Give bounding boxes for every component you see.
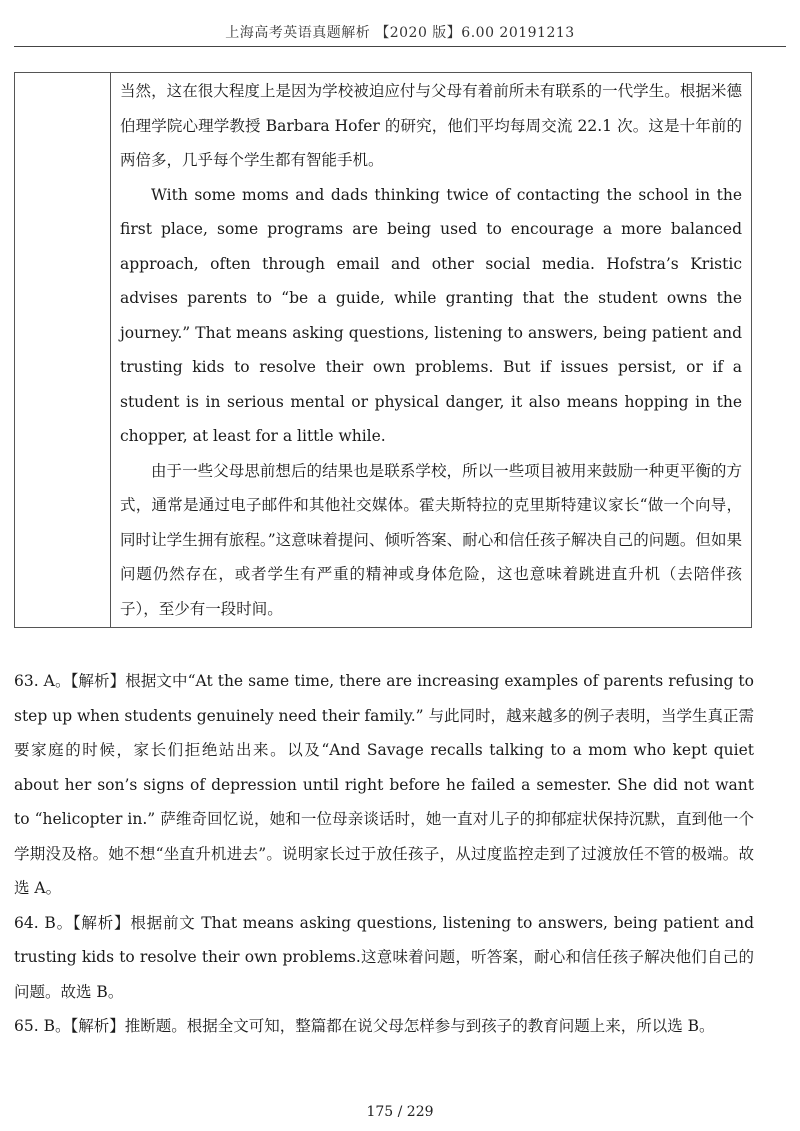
english-paragraph: With some moms and dads thinking twice of contacting the school in the first place, some programs are being used to encourage a more balanced approach, often through email and other social media. Hofstra’s Kristic advises parents to “be a guide, while granting that the student owns the journey.” That means asking questions, listening to answers, being patient and trusting kids to resolve their own problems. But if issues persist, or if a student is in serious mental or physical danger, it also means hopping in the chopper, at least for a little while.: [120, 185, 742, 445]
page-number: 175 / 229: [366, 1104, 434, 1120]
answer-explanations: [14, 664, 754, 1044]
answer-65: 65. B。【解析】推断题。根据全文可知，整篇都在说父母怎样参与到孩子的教育问题上来，所以选 B。: [14, 1017, 715, 1035]
header-rule: [14, 46, 786, 47]
answer-64: 64. B。【解析】根据前文 That means asking questions, listening to answers, being patient and trusting kids to resolve their own problems.这意味着问题，听答案，耐心和信任孩子解决他们自己的问题。故选 B。: [14, 913, 754, 1001]
page-header: 上海高考英语真题解析 【2020 版】6.00 20191213: [225, 25, 575, 41]
table-column-divider: [110, 72, 111, 628]
table-content-cell: [120, 74, 742, 626]
chinese-paragraph-2: 由于一些父母思前想后的结果也是联系学校，所以一些项目被用来鼓励一种更平衡的方式，通常是通过电子邮件和其他社交媒体。霍夫斯特拉的克里斯特建议家长“做一个向导，同时让学生拥有旅程。”这意味着提问、倾听答案、耐心和信任孩子解决自己的问题。但如果问题仍然存在，或者学生有严重的精神或身体危险，这也意味着跳进直升机（去陪伴孩子），至少有一段时间。: [120, 461, 742, 618]
answer-63: 63. A。【解析】根据文中“At the same time, there are increasing examples of parents refusing to step up when students genuinely need their family.” 与此同时，越来越多的例子表明，当学生真正需要家庭的时候，家长们拒绝站出来。以及“And Savage recalls talking to a mom who kept quiet about her son’s signs of depression until right before he failed a semester. She did not want to “helicopter in.” 萨维奇回忆说，她和一位母亲谈话时，她一直对儿子的抑郁症状保持沉默，直到他一个学期没及格。她不想“坐直升机进去”。说明家长过于放任孩子，从过度监控走到了过渡放任不管的极端。故选 A。: [14, 672, 754, 897]
chinese-paragraph-1: 当然，这在很大程度上是因为学校被迫应付与父母有着前所未有联系的一代学生。根据米德伯理学院心理学教授 Barbara Hofer 的研究，他们平均每周交流 22.1 次。这是十年前的两倍多，几乎每个学生都有智能手机。: [120, 82, 742, 169]
